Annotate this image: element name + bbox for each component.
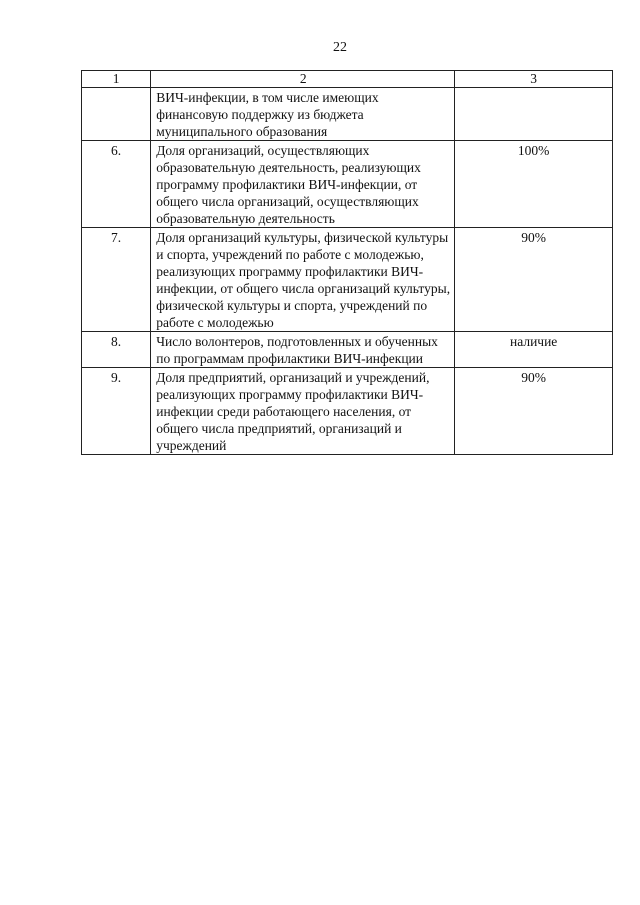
table-row bbox=[82, 368, 613, 455]
table-row bbox=[82, 88, 613, 141]
row-number: 9. bbox=[82, 368, 151, 455]
row-number bbox=[82, 88, 151, 141]
row-number: 6. bbox=[82, 141, 151, 228]
table-header-row bbox=[82, 71, 613, 88]
table-row bbox=[82, 228, 613, 332]
header-cell-3: 3 bbox=[455, 71, 613, 88]
row-description: Число волонтеров, подготовленных и обученных по программам профилактики ВИЧ-инфекции bbox=[151, 332, 455, 368]
page-number: 22 bbox=[333, 40, 347, 55]
header-cell-1: 1 bbox=[82, 71, 151, 88]
row-description: Доля организаций культуры, физической культуры и спорта, учреждений по работе с молодежью, реализующих программу профилактики ВИЧ-инфекции, от общего числа организаций культуры, физической культуры и спорта, учреждений по работе с молодежью bbox=[151, 228, 455, 332]
row-value: 100% bbox=[455, 141, 613, 228]
row-description: ВИЧ-инфекции, в том числе имеющих финансовую поддержку из бюджета муниципального образования bbox=[151, 88, 455, 141]
indicators-table bbox=[81, 70, 613, 455]
table-row bbox=[82, 141, 613, 228]
row-number: 7. bbox=[82, 228, 151, 332]
row-value: наличие bbox=[455, 332, 613, 368]
row-value: 90% bbox=[455, 368, 613, 455]
header-cell-2: 2 bbox=[151, 71, 455, 88]
row-description: Доля предприятий, организаций и учреждений, реализующих программу профилактики ВИЧ-инфекции среди работающего населения, от общего числа предприятий, организаций и учреждений bbox=[151, 368, 455, 455]
table-row bbox=[82, 332, 613, 368]
row-description: Доля организаций, осуществляющих образовательную деятельность, реализующих программу профилактики ВИЧ-инфекции, от общего числа организаций, осуществляющих образовательную деятельность bbox=[151, 141, 455, 228]
row-value: 90% bbox=[455, 228, 613, 332]
row-number: 8. bbox=[82, 332, 151, 368]
row-value bbox=[455, 88, 613, 141]
